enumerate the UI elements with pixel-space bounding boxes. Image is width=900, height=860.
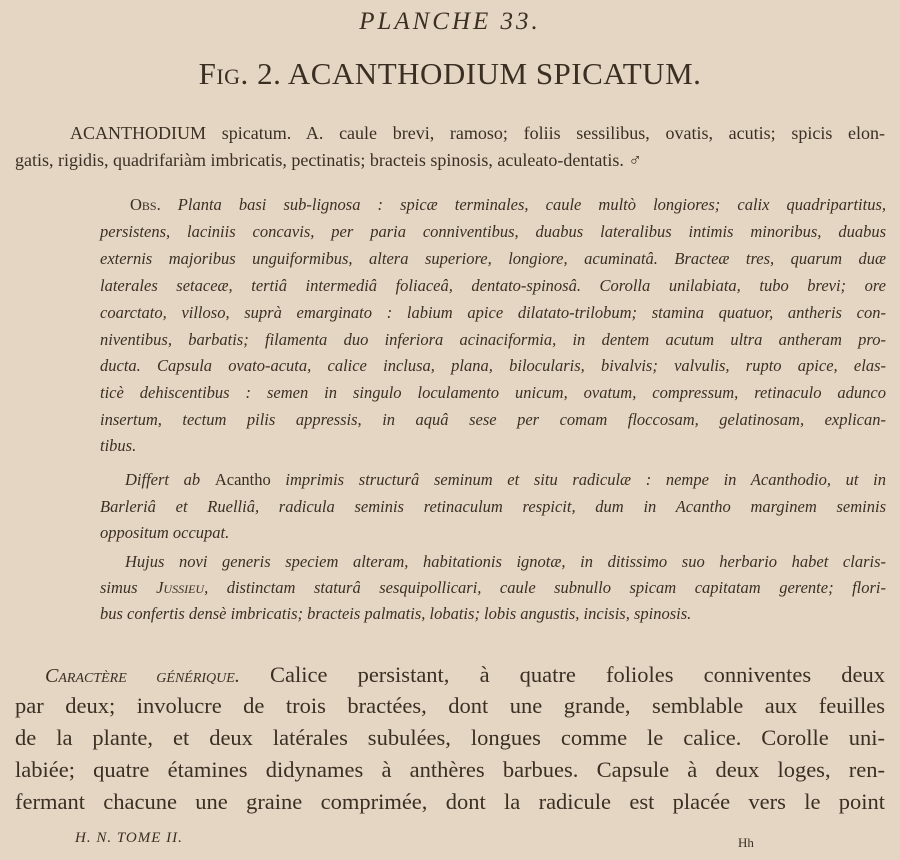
text: Differt ab (125, 470, 201, 489)
text: , distinctam staturâ sesquipollicari, caule subnullo spicam capitatam gerente; flori- (204, 578, 886, 597)
person-name: Jussieu (156, 578, 205, 597)
description-line: gatis, rigidis, quadrifariàm imbricatis, pectinatis; bracteis spinosis, aculeato-dentatis. ♂ (15, 150, 642, 170)
text: Planta basi sub-lignosa : spicæ terminales, caule multò longiores; calix quadripartitus, (177, 195, 886, 214)
figure-prefix: Fig. (198, 56, 249, 91)
text: simus (100, 578, 138, 597)
observation-line: externis majoribus unguiformibus, altera superiore, longiore, acuminatâ. Bracteæ tres, quarum duæ (100, 249, 886, 268)
differt-line: Barleriâ et Ruelliâ, radicula seminis retinaculum respicit, dum in Acantho marginem seminis (100, 497, 886, 516)
observation-line: tibus. (100, 436, 137, 455)
text: spicatum. A. caule brevi, ramoso; foliis sessilibus, ovatis, acutis; spicis elon- (221, 123, 886, 143)
observation-line: ticè dehiscentibus : semen in singulo loculamento unicum, ovatum, compressum, retinaculo adunco (100, 383, 886, 402)
genus-name: Acantho (214, 470, 271, 489)
text: imprimis structurâ seminum et situ radiculæ : nempe in Acanthodio, ut in (285, 470, 887, 489)
text: Calice persistant, à quatre folioles conniventes deux (269, 662, 886, 687)
generic-line: fermant chacune une graine comprimée, dont la radicule est placée vers le point (15, 789, 885, 814)
observation-line: coarctato, villoso, suprà emarginato : labium apice dilatato-trilobum; stamina quatuor, antheris con- (100, 303, 886, 322)
description-line (70, 123, 885, 144)
plate-number: PLANCHE 33. (359, 8, 541, 35)
observation-line: laterales setaceæ, tertiâ intermediâ foliaceâ, dentato-spinosâ. Corolla unilabiata, tubo brevi; ore (100, 276, 886, 295)
footer-signature: Hh (738, 835, 754, 850)
generic-line: labiée; quatre étamines didynames à anthères barbues. Capsule à deux loges, ren- (15, 757, 885, 782)
genus-name: ACANTHODIUM (70, 123, 206, 143)
obs-label: Obs. (130, 195, 161, 214)
generic-line (45, 662, 885, 688)
differt-line: oppositum occupat. (100, 523, 230, 542)
generic-line: par deux; involucre de trois bractées, dont une grande, semblable aux feuilles (15, 693, 885, 718)
observation-line (130, 195, 886, 215)
generic-label: Caractère générique. (45, 665, 240, 687)
figure-name: 2. ACANTHODIUM SPICATUM. (257, 56, 702, 91)
generic-line: de la plante, et deux latérales subulées, longues comme le calice. Corolle uni- (15, 725, 885, 750)
hujus-line: Hujus novi generis speciem alteram, habitationis ignotæ, in ditissimo suo herbario habet claris- (125, 552, 886, 571)
observation-line: niventibus, barbatis; filamenta duo inferiora acinaciformia, in dentem acutum ultra antheram pro- (100, 330, 886, 349)
footer-volume: H. N. TOME II. (75, 830, 183, 846)
hujus-line: bus confertis densè imbricatis; bracteis palmatis, lobatis; lobis angustis, incisis, spinosis. (100, 604, 692, 623)
observation-line: persistens, laciniis concavis, per paria conniventibus, duabus lateralibus intimis minoribus, duabus (100, 222, 886, 241)
hujus-line (100, 578, 886, 598)
differt-line (125, 470, 886, 490)
observation-line: insertum, tectum pilis appressis, in aquâ sese per comam floccosam, gelatinosam, explican- (100, 410, 886, 429)
figure-title (0, 56, 900, 92)
observation-line: ducta. Capsula ovato-acuta, calice inclusa, plana, bilocularis, bivalvis; valvulis, rupto apice, elas- (100, 356, 886, 375)
